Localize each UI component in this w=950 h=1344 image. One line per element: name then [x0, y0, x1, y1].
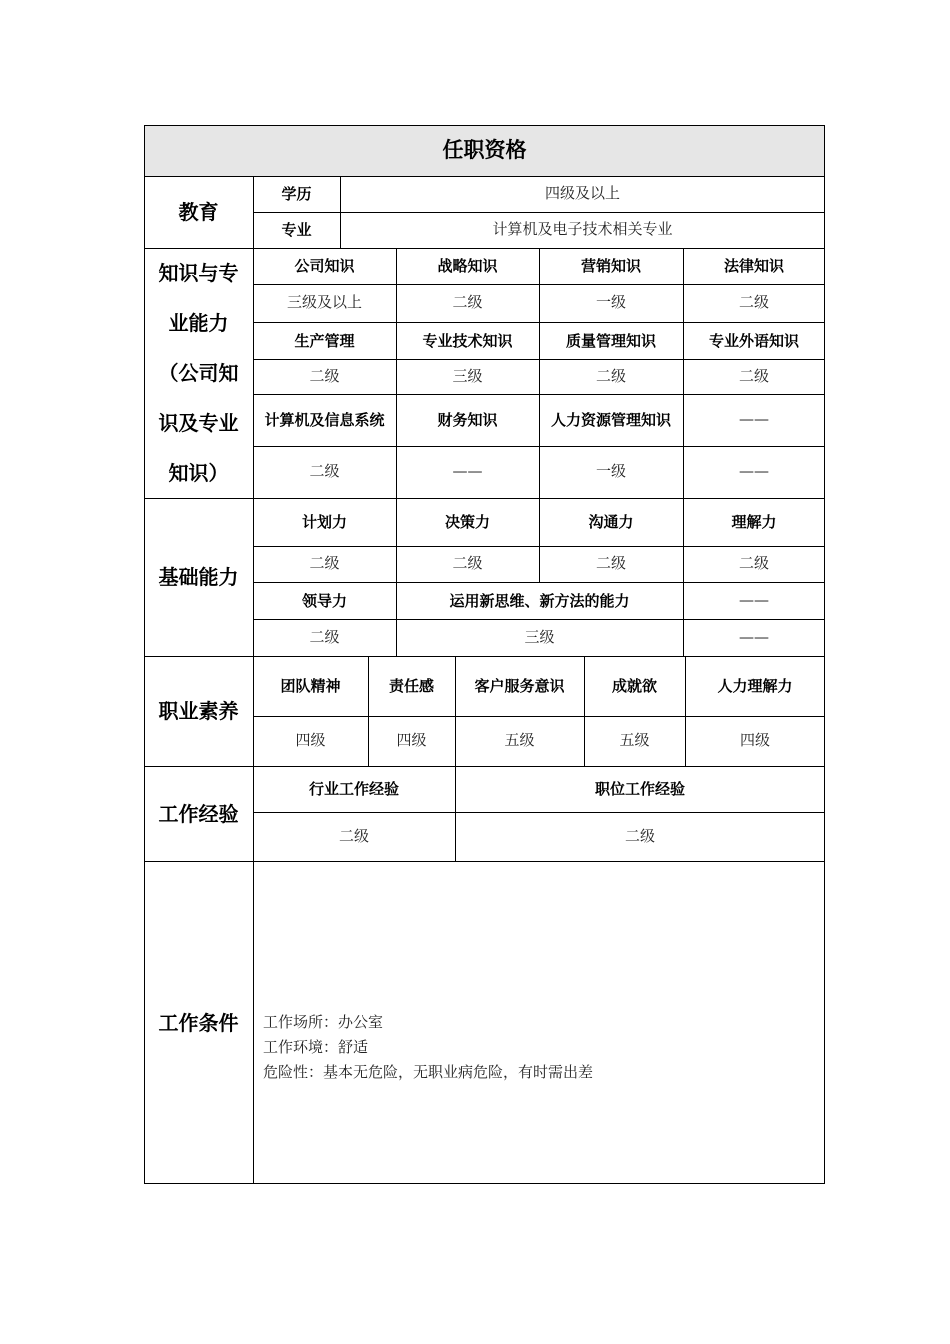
section-basic-ability: 基础能力 [158, 565, 239, 589]
quality-value: 五级 [619, 731, 650, 750]
ability-value: 二级 [309, 554, 340, 573]
knowledge-item-label: 质量管理知识 [565, 331, 656, 350]
ability-value: —— [739, 627, 769, 646]
work-environment-line: 工作环境：舒适 [263, 1038, 369, 1056]
ability-label: 计划力 [301, 513, 347, 531]
knowledge-item-value: 二级 [738, 366, 769, 385]
quality-value: 四级 [396, 731, 427, 750]
ability-label: 决策力 [444, 513, 490, 531]
ability-value: 二级 [738, 554, 769, 573]
section-work-conditions: 工作条件 [158, 1010, 239, 1035]
work-hazard-line: 危险性：基本无危险，无职业病危险，有时需出差 [263, 1063, 594, 1081]
knowledge-label-line: 知识） [168, 461, 229, 485]
knowledge-item-label: 公司知识 [294, 257, 355, 275]
knowledge-item-label: 专业技术知识 [422, 331, 513, 350]
ability-value: 二级 [309, 627, 340, 646]
knowledge-item-label: 财务知识 [437, 411, 498, 429]
quality-value: 四级 [295, 731, 326, 750]
work-conditions-text [253, 861, 825, 1184]
quality-value: 四级 [739, 731, 770, 750]
section-work-experience: 工作经验 [158, 801, 239, 826]
section-education: 教育 [178, 200, 219, 224]
knowledge-item-value: 三级及以上 [286, 293, 362, 312]
ability-label: 运用新思维、新方法的能力 [449, 591, 630, 610]
knowledge-item-value: 二级 [738, 293, 769, 312]
knowledge-item-value: 三级 [452, 366, 483, 385]
knowledge-label-line: 业能力 [168, 311, 229, 335]
quality-label: 成就欲 [611, 677, 657, 695]
experience-value: 二级 [624, 826, 655, 845]
knowledge-item-label: 营销知识 [580, 257, 641, 275]
major-value: 计算机及电子技术相关专业 [492, 220, 673, 239]
ability-label: 领导力 [301, 591, 347, 610]
knowledge-item-value: 二级 [309, 366, 340, 385]
degree-value: 四级及以上 [544, 184, 620, 203]
knowledge-item-value: 二级 [595, 366, 626, 385]
quality-label: 责任感 [388, 677, 434, 695]
degree-label: 学历 [281, 185, 312, 203]
knowledge-item-label: —— [739, 410, 769, 429]
section-knowledge [144, 248, 253, 498]
knowledge-item-value: 二级 [452, 293, 483, 312]
knowledge-item-label: 专业外语知识 [708, 331, 799, 350]
knowledge-label-line: 识及专业 [158, 411, 239, 435]
experience-label: 行业工作经验 [308, 780, 399, 798]
knowledge-item-value: 一级 [595, 293, 626, 312]
major-label: 专业 [281, 221, 312, 239]
ability-label: —— [739, 590, 769, 609]
knowledge-item-label: 计算机及信息系统 [264, 411, 385, 429]
quality-value: 五级 [504, 731, 535, 750]
knowledge-item-label: 人力资源管理知识 [550, 411, 671, 429]
experience-value: 二级 [338, 826, 369, 845]
work-location-line: 工作场所：办公室 [263, 1013, 384, 1031]
knowledge-item-value: 一级 [595, 462, 626, 481]
quality-label: 人力理解力 [717, 677, 793, 695]
ability-value: 三级 [524, 627, 555, 646]
knowledge-item-value: 二级 [309, 462, 340, 481]
knowledge-item-value: —— [452, 462, 483, 481]
quality-label: 团队精神 [280, 677, 341, 695]
quality-label: 客户服务意识 [474, 677, 565, 695]
ability-value: 二级 [595, 554, 626, 573]
ability-label: 理解力 [731, 513, 777, 531]
ability-value: 二级 [452, 554, 483, 573]
knowledge-item-label: 法律知识 [723, 257, 784, 275]
table-title: 任职资格 [144, 125, 825, 176]
knowledge-label-line: （公司知 [158, 361, 239, 385]
ability-label: 沟通力 [588, 513, 634, 531]
experience-label: 职位工作经验 [594, 780, 685, 798]
knowledge-label-line: 知识与专 [158, 261, 239, 285]
knowledge-item-label: 生产管理 [294, 331, 355, 350]
section-professional-quality: 职业素养 [158, 699, 239, 723]
knowledge-item-label: 战略知识 [437, 257, 498, 275]
knowledge-item-value: —— [739, 462, 769, 481]
